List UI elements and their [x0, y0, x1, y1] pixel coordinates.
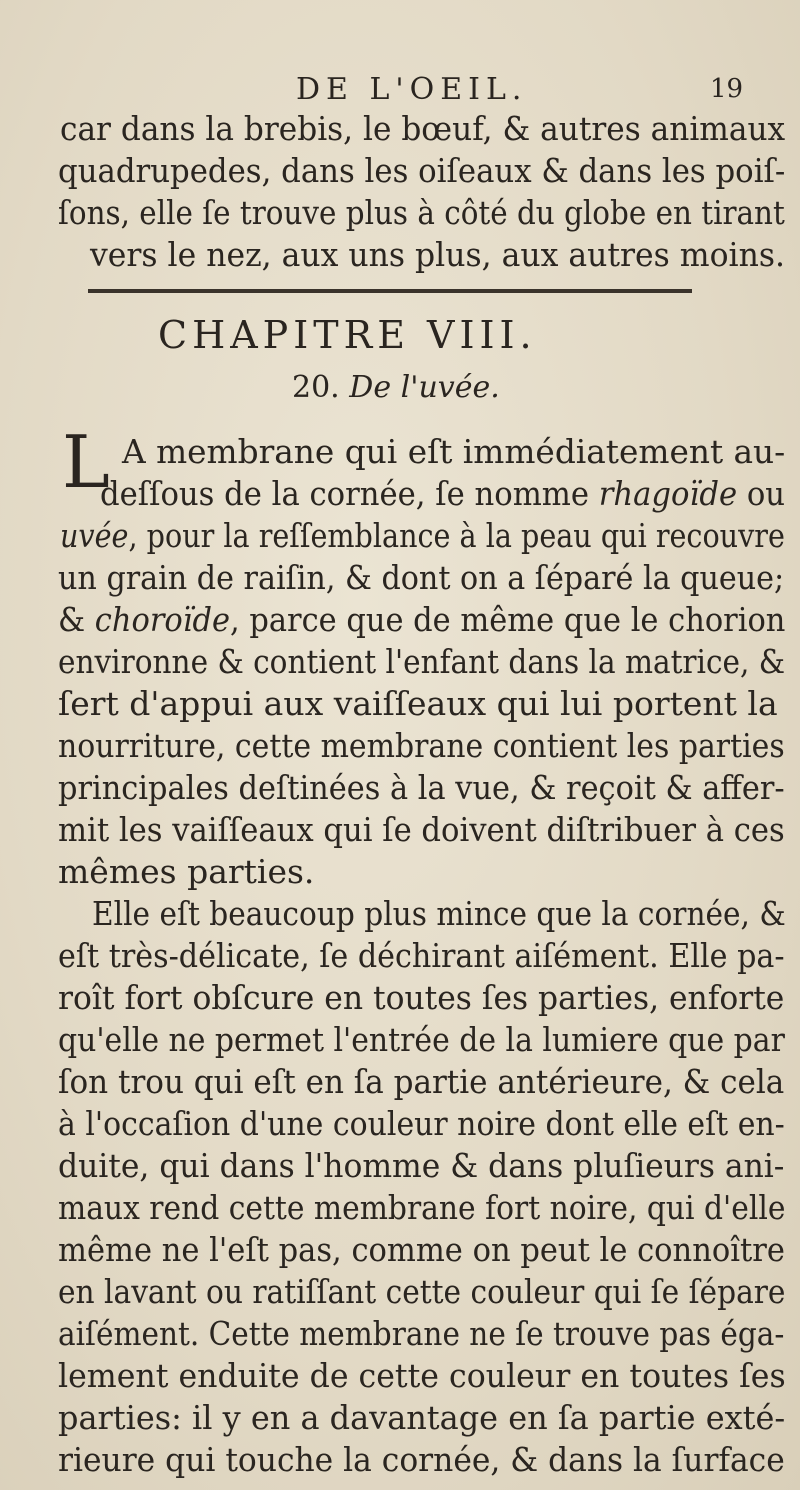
text-span-italic: uvée	[60, 516, 129, 555]
text-line: eſt très-délicate, ſe déchirant aiſément. Elle pa-	[58, 936, 785, 975]
text-line: parties: il y en a davantage en ſa partie exté-	[58, 1398, 786, 1437]
text-line: en lavant ou ratiſſant cette couleur qui ſe ſépare	[58, 1272, 786, 1311]
text-line: roît fort obſcure en toutes ſes parties, enforte	[58, 978, 785, 1017]
text-line: ſon trou qui eſt en ſa partie antérieure, & cela	[58, 1062, 785, 1101]
text-line: à l'occaſion d'une couleur noire dont elle eſt en-	[58, 1104, 785, 1143]
text-line: aiſément. Cette membrane ne ſe trouve pas éga-	[58, 1314, 785, 1353]
text-line	[100, 474, 786, 513]
text-line: un grain de raiſin, & dont on a ſéparé la queue;	[58, 558, 785, 597]
text-span-italic: choroïde	[94, 600, 230, 639]
text-line: qu'elle ne permet l'entrée de la lumiere que par	[58, 1020, 785, 1059]
text-line: lement enduite de cette couleur en toutes ſes	[58, 1356, 786, 1395]
section-heading: De l'uvée.	[349, 370, 500, 405]
text-span: , parce que de même que le chorion	[229, 600, 786, 639]
text-line: car dans la brebis, le bœuf, & autres animaux	[60, 109, 786, 148]
text-line: quadrupedes, dans les oiſeaux & dans les poiſ-	[58, 151, 786, 190]
text-line: principales deſtinées à la vue, & reçoit & affer-	[58, 768, 785, 807]
text-line: ſert d'appui aux vaiſſeaux qui lui portent la	[58, 684, 778, 723]
page-header	[0, 72, 800, 112]
page-number: 19	[710, 74, 744, 104]
text-line: duite, qui dans l'homme & dans pluſieurs ani-	[58, 1146, 785, 1185]
text-line: rieure qui touche la cornée, & dans la ſurface	[58, 1440, 785, 1479]
section-number: 20.	[292, 370, 340, 405]
text-line: vers le nez, aux uns plus, aux autres moins.	[90, 235, 785, 274]
text-line	[58, 600, 786, 639]
section-title	[292, 370, 500, 405]
text-span: &	[58, 600, 95, 639]
text-span: deſſous de la cornée, ſe nomme	[100, 474, 599, 513]
text-line	[60, 516, 785, 555]
section-divider	[88, 289, 692, 293]
text-span: , pour la reſſemblance à la peau qui recouvre	[128, 516, 785, 555]
chapter-title: CHAPITRE VIII.	[158, 313, 537, 357]
text-span: ou	[737, 474, 786, 513]
text-span-italic: rhagoïde	[598, 474, 738, 513]
text-line: ſons, elle ſe trouve plus à côté du globe en tirant	[58, 193, 785, 232]
text-line: mit les vaiſſeaux qui ſe doivent diſtribuer à ces	[58, 810, 785, 849]
drop-cap: L	[62, 420, 110, 504]
text-line: même ne l'eſt pas, comme on peut le connoître	[58, 1230, 785, 1269]
running-head: DE L'OEIL.	[296, 72, 528, 107]
text-line: mêmes parties.	[58, 852, 315, 891]
text-line: maux rend cette membrane fort noire, qui d'elle	[58, 1188, 786, 1227]
text-line: Elle eſt beaucoup plus mince que la cornée, &	[92, 894, 786, 933]
text-line: nourriture, cette membrane contient les parties	[58, 726, 785, 765]
text-line: environne & contient l'enfant dans la matrice, &	[58, 642, 786, 681]
text-line: A membrane qui eſt immédiatement au-	[122, 432, 786, 471]
